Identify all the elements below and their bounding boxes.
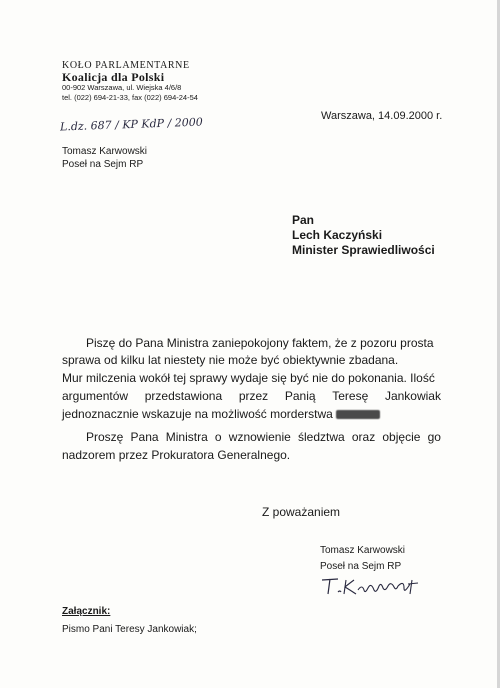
body-line-2: sprawa od kilku lat niestety nie może być obiektywnie zbadana. [62,353,399,367]
sender-name: Tomasz Karwowski [62,146,148,157]
body-word: Panią [284,389,316,403]
date-place: Warszawa, 14.09.2000 r. [321,110,443,122]
body-word: Ministra [165,430,208,444]
letterhead-line2: Koalicja dla Polski [62,70,165,84]
recipient-salutation: Pan [292,213,315,227]
handwritten-reference-number: L.dz. 687 / KP KdP / 2000 [59,115,203,134]
signature-name: Tomasz Karwowski [320,545,406,556]
body-word: Teresę [332,389,369,403]
body-line-7: nadzorem przez Prokuratora Generalnego. [62,448,291,462]
body-line-3: Mur milczenia wokół tej sprawy wydaje się być nie do pokonania. Ilość [62,371,435,385]
body-word: Proszę [86,430,124,444]
redacted-word-mark [336,410,380,419]
body-word: argumentów [62,389,129,403]
closing: Z poważaniem [262,505,341,519]
letterhead-address: 00-902 Warszawa, ul. Wiejska 4/6/8 [62,83,182,92]
body-word: objęcie [382,430,421,444]
recipient-name: Lech Kaczyński [292,228,383,242]
letterhead-phone: tel. (022) 694-21-33, fax (022) 694-24-54 [62,93,198,102]
body-word: oraz [351,430,376,444]
body-word: przez [238,389,269,403]
body-line-5-text: jednoznacznie wskazuje na możliwość morderstwa [62,407,333,421]
sender-title: Poseł na Sejm RP [62,159,144,170]
body-word: Pana [130,430,159,444]
body-word: śledztwa [298,430,345,444]
body-line-4 [62,389,441,403]
body-word: Jankowiak [384,389,441,403]
body-line-6 [86,430,441,444]
attachment-label: Załącznik: [62,606,111,617]
body-line-5 [62,407,380,421]
body-word: o [214,430,222,444]
letterhead-line1: KOŁO PARLAMENTARNE [62,60,190,71]
body-word: wznowienie [228,430,291,444]
body-word: przedstawiona [144,389,223,403]
recipient-title: Minister Sprawiedliwości [292,243,435,257]
signature-title: Poseł na Sejm RP [320,561,402,572]
attachment-item: Pismo Pani Teresy Jankowiak; [62,624,197,635]
body-word: go [427,430,441,444]
body-line-1: Piszę do Pana Ministra zaniepokojony faktem, że z pozoru prosta [86,336,434,350]
handwritten-signature [318,574,428,605]
